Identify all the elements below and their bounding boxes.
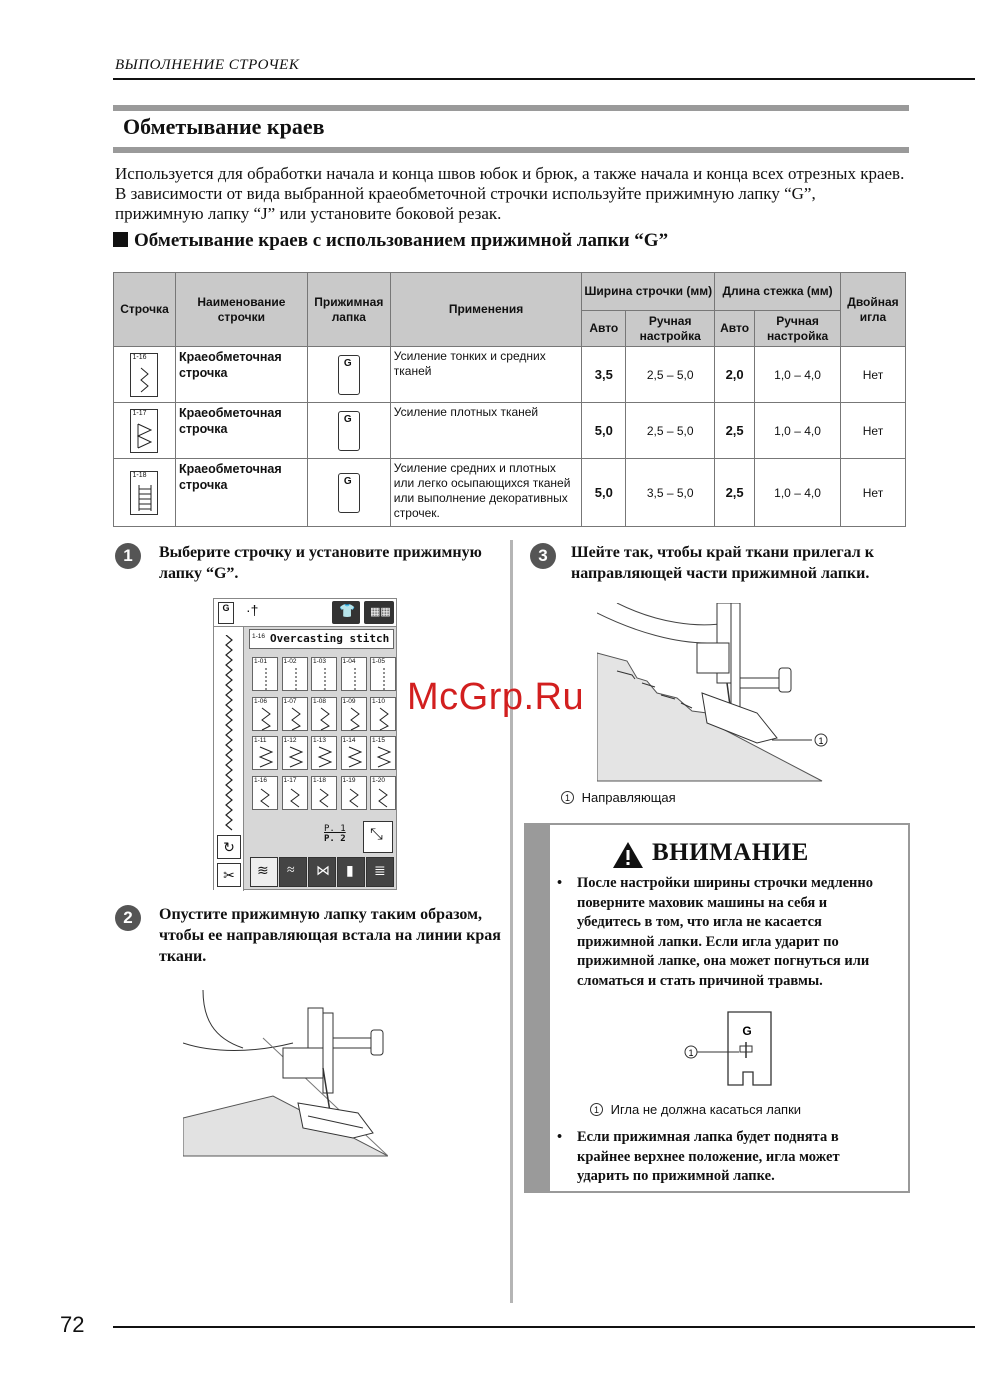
length-auto: 2,5 xyxy=(715,403,755,459)
step-1-number: 1 xyxy=(115,543,141,569)
stitch-cell[interactable] xyxy=(282,736,308,770)
stitch-cell-code: 1-15 xyxy=(372,737,386,744)
step-3-text: Шейте так, чтобы край ткани прилегал к направляющей части прижимной лапки. xyxy=(571,544,874,582)
stitch-pattern-icon xyxy=(284,706,308,732)
page-number: 72 xyxy=(60,1312,85,1337)
sewing-guide-illustration xyxy=(597,603,837,783)
stitch-cell[interactable] xyxy=(311,736,337,770)
zigzag-icon: ≋ xyxy=(257,864,269,879)
title-bar-bottom xyxy=(113,147,909,153)
stitch-cell[interactable] xyxy=(252,776,278,810)
stitch-name: Краеобметочная строчка xyxy=(175,459,307,527)
stitch-pattern-icon xyxy=(313,706,337,732)
warning-bullet-1-text: После настройки ширины строчки медленно поверните маховик машины на себя и убедитесь в том, что игла не касается прижимной лапки. Если игла ударит по прижимной лапке, она может погнуться или сломаться и стать причиной травмы. xyxy=(577,875,873,989)
stitch-cell[interactable] xyxy=(370,736,396,770)
application: Усиление плотных тканей xyxy=(390,403,582,459)
figure-marker: 1 xyxy=(688,1048,694,1058)
stitch-cell-code: 1-14 xyxy=(342,737,356,744)
stitch-cell[interactable] xyxy=(341,657,367,691)
th-foot: Прижимная лапка xyxy=(307,273,390,347)
warning-bullet-2-text: Если прижимная лапка будет поднята в крайнее верхнее положение, игла может ударить по прижимной лапке. xyxy=(577,1129,840,1184)
th-twin: Двойная игла xyxy=(840,273,905,347)
step-1-text: Выберите строчку и установите прижимную лапку “G”. xyxy=(159,544,482,582)
stitch-cell-code: 1-02 xyxy=(283,658,297,665)
column-divider xyxy=(510,540,513,1303)
th-length-auto: Авто xyxy=(715,311,755,347)
selected-stitch-code: 1-16 xyxy=(252,633,266,640)
stitch-cell-code: 1-20 xyxy=(372,776,386,784)
figure3-legend xyxy=(561,790,676,805)
length-manual: 1,0 – 4,0 xyxy=(755,347,841,403)
lcd-foot-indicator: G xyxy=(218,602,234,624)
header-rule xyxy=(113,78,975,80)
stitch-cell-code: 1-04 xyxy=(342,658,356,665)
width-manual: 2,5 – 5,0 xyxy=(626,347,715,403)
selected-stitch-title xyxy=(249,629,394,649)
arrow-diagonal-icon: ⤡ xyxy=(370,826,383,843)
stitch-cell[interactable] xyxy=(311,776,337,810)
application: Усиление средних и плотных или легко осыпающихся тканей или выполнение декоративных строчек. xyxy=(390,459,582,527)
twin-needle: Нет xyxy=(840,459,905,527)
intro-paragraph: Используется для обработки начала и конца швов юбок и брюк, а также начала и конца всех отрезных краев. В зависимости от вида выбранной краеобметочной строчки используйте прижимную лапку “G”, прижимную лапку “J” или установите боковой резак. xyxy=(115,164,905,223)
stitch-cell-code: 1-06 xyxy=(254,697,268,705)
th-length-manual: Ручная настройка xyxy=(755,311,841,347)
length-auto: 2,0 xyxy=(715,347,755,403)
th-width-manual: Ручная настройка xyxy=(626,311,715,347)
presser-foot-g-icon: G xyxy=(338,473,360,513)
stitch-cell-code: 1-03 xyxy=(313,658,327,665)
stitch-cell-code: 1-08 xyxy=(313,697,327,705)
table-row xyxy=(114,347,906,403)
stitch-pattern-icon xyxy=(284,666,308,692)
stitch-cell[interactable] xyxy=(311,697,337,731)
step-2-text: Опустите прижимную лапку таким образом, чтобы ее направляющая встала на линии края ткани. xyxy=(159,906,501,965)
legend-marker: 1 xyxy=(561,791,574,804)
stitch-cell-code: 1-12 xyxy=(283,737,297,744)
pattern-icon: ▦▦ xyxy=(370,606,391,618)
page-indicator: P. 1 P. 2 xyxy=(324,824,346,844)
warning-strip xyxy=(524,823,550,1193)
presser-foot-g-icon: G xyxy=(338,411,360,451)
wave-icon: ≈ xyxy=(287,863,295,878)
application: Усиление тонких и средних тканей xyxy=(390,347,582,403)
stitch-pattern-icon xyxy=(372,706,396,732)
selected-stitch-name: Overcasting stitch xyxy=(270,632,390,645)
shirt-icon: 👕 xyxy=(339,603,356,618)
stitch-pattern-icon xyxy=(313,745,337,771)
stitch-pattern-icon xyxy=(343,745,367,771)
sub-heading-text: Обметывание краев с использованием прижимной лапки “G” xyxy=(134,230,669,251)
twin-needle: Нет xyxy=(840,347,905,403)
stitch-cell-code: 1-01 xyxy=(254,658,268,665)
presser-foot-g-icon: G xyxy=(338,355,360,395)
bullet-dot: • xyxy=(557,875,563,891)
stitch-pattern-icon xyxy=(313,666,337,692)
lcd-pattern-button[interactable] xyxy=(364,601,394,624)
legend-marker: 1 xyxy=(590,1103,603,1116)
stitch-pattern-icon xyxy=(254,666,278,692)
title-bar-top xyxy=(113,105,909,111)
stitch-cell[interactable] xyxy=(252,736,278,770)
stitch-name: Краеобметочная строчка xyxy=(175,347,307,403)
stitch-cell[interactable] xyxy=(370,776,396,810)
stitch-cell[interactable] xyxy=(370,697,396,731)
stitch-pattern-icon xyxy=(343,666,367,692)
stitch-name: Краеобметочная строчка xyxy=(175,403,307,459)
needle-position-icon: ·† xyxy=(246,602,259,618)
lcd-shirt-button[interactable] xyxy=(332,601,360,624)
stitch-cell-code: 1-17 xyxy=(283,776,297,784)
stitch-cell-code: 1-16 xyxy=(254,776,268,784)
th-application: Применения xyxy=(390,273,582,347)
reverse-button[interactable] xyxy=(217,835,241,859)
presser-foot-lowered-illustration xyxy=(183,988,388,1163)
th-length: Длина стежка (мм) xyxy=(715,273,841,311)
warning-figure-legend xyxy=(590,1102,801,1117)
width-auto: 5,0 xyxy=(582,403,626,459)
stitch-cell[interactable] xyxy=(252,657,278,691)
width-auto: 5,0 xyxy=(582,459,626,527)
stitch-cell-code: 1-11 xyxy=(254,737,267,744)
warning-bullet-1 xyxy=(557,874,892,991)
figure3-marker: 1 xyxy=(818,736,824,746)
legend-caption: Направляющая xyxy=(581,790,676,805)
tab-decorative[interactable] xyxy=(279,857,307,887)
stitch-cell[interactable] xyxy=(341,697,367,731)
step-2-number: 2 xyxy=(115,905,141,931)
stitch-cell[interactable] xyxy=(252,697,278,731)
stitch-cell-code: 1-13 xyxy=(313,737,327,744)
needle-clearance-figure xyxy=(683,1010,778,1090)
stitch-1-18-icon: 1-18 xyxy=(130,471,158,515)
stitch-cell[interactable] xyxy=(370,657,396,691)
length-auto: 2,5 xyxy=(715,459,755,527)
lcd-screen xyxy=(213,598,397,890)
stitch-pattern-icon xyxy=(372,745,396,771)
section-title: Обметывание краев xyxy=(123,114,325,139)
width-auto: 3,5 xyxy=(582,347,626,403)
warning-figure-caption: Игла не должна касаться лапки xyxy=(610,1102,802,1117)
stitch-pattern-icon xyxy=(343,785,367,811)
thread-cutter-button[interactable] xyxy=(217,863,241,887)
stitch-cell[interactable] xyxy=(282,697,308,731)
sub-heading xyxy=(113,230,668,252)
table-row xyxy=(114,459,906,527)
footer-rule xyxy=(113,1326,975,1328)
tab-buttonhole[interactable] xyxy=(337,857,365,887)
width-manual: 3,5 – 5,0 xyxy=(626,459,715,527)
stitch-cell[interactable] xyxy=(282,776,308,810)
watermark: McGrp.Ru xyxy=(407,676,585,718)
stitch-cell-code: 1-07 xyxy=(283,697,297,705)
warning-title xyxy=(612,839,882,871)
stitch-1-17-icon: 1-17 xyxy=(130,409,158,453)
step-3-number: 3 xyxy=(530,543,556,569)
th-width: Ширина строчки (мм) xyxy=(582,273,715,311)
bullet-dot: • xyxy=(557,1129,563,1145)
stitch-cell-code: 1-10 xyxy=(372,697,386,705)
reverse-icon: ↻ xyxy=(223,839,235,855)
stitch-cell[interactable] xyxy=(311,657,337,691)
warning-title-text: ВНИМАНИЕ xyxy=(652,839,809,866)
stitch-table xyxy=(113,272,906,527)
stitch-cell-code: 1-05 xyxy=(372,658,386,665)
twin-needle: Нет xyxy=(840,403,905,459)
stitch-pattern-icon xyxy=(284,745,308,771)
th-width-auto: Авто xyxy=(582,311,626,347)
stitch-pattern-icon xyxy=(254,706,278,732)
stitch-pattern-icon xyxy=(372,785,396,811)
stitch-preview-panel xyxy=(214,627,244,891)
th-stitch: Строчка xyxy=(114,273,176,347)
warning-bullet-2 xyxy=(557,1128,892,1187)
stitch-pattern-icon xyxy=(284,785,308,811)
satin-icon: ⋈ xyxy=(316,864,330,879)
page-next-button[interactable] xyxy=(363,821,393,853)
stitch-cell-code: 1-09 xyxy=(342,697,356,705)
stitch-pattern-icon xyxy=(313,785,337,811)
scissors-icon: ✂ xyxy=(223,867,235,883)
square-bullet-icon xyxy=(113,232,128,247)
stitch-pattern-icon xyxy=(343,706,367,732)
th-name: Наименование строчки xyxy=(175,273,307,347)
length-manual: 1,0 – 4,0 xyxy=(755,459,841,527)
stitch-pattern-icon xyxy=(372,666,396,692)
length-manual: 1,0 – 4,0 xyxy=(755,403,841,459)
figure-foot-letter: G xyxy=(742,1024,752,1038)
heirloom-icon: ≣ xyxy=(374,864,386,879)
stitch-cell[interactable] xyxy=(341,776,367,810)
width-manual: 2,5 – 5,0 xyxy=(626,403,715,459)
stitch-pattern-icon xyxy=(254,745,278,771)
stitch-cell[interactable] xyxy=(282,657,308,691)
warning-triangle-icon xyxy=(612,841,644,869)
stitch-1-16-icon: 1-16 xyxy=(130,353,158,397)
running-header: ВЫПОЛНЕНИЕ СТРОЧЕК xyxy=(115,57,300,73)
stitch-pattern-icon xyxy=(254,785,278,811)
stitch-preview-graphic xyxy=(214,635,244,835)
table-row xyxy=(114,403,906,459)
tab-utility-stitches[interactable] xyxy=(250,857,278,887)
stitch-cell[interactable] xyxy=(341,736,367,770)
stitch-cell-code: 1-18 xyxy=(313,776,327,784)
tab-heirloom[interactable] xyxy=(366,857,394,887)
tab-satin[interactable] xyxy=(308,857,336,887)
stitch-cell-code: 1-19 xyxy=(342,776,356,784)
buttonhole-icon: ▮ xyxy=(346,864,354,879)
